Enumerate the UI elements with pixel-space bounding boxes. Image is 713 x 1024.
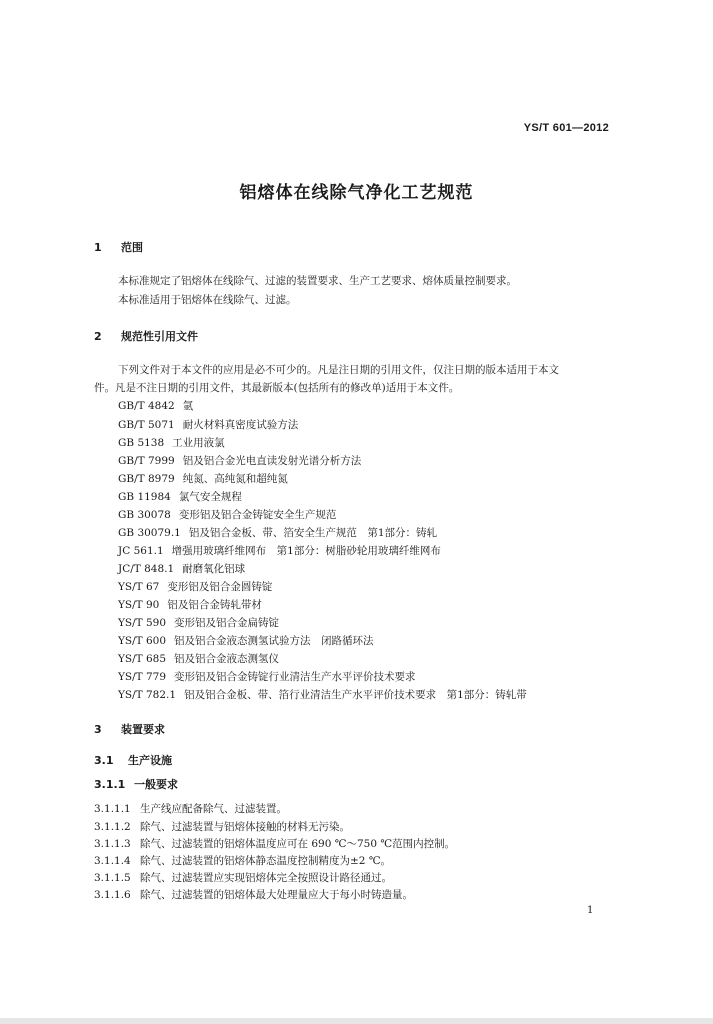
paragraph: 下列文件对于本文件的应用是必不可少的。凡是注日期的引用文件，仅注日期的版本适用于本文 bbox=[118, 364, 559, 376]
reference-code: GB 11984 bbox=[118, 491, 171, 503]
reference-title: 变形铝及铝合金铸锭安全生产规范 bbox=[178, 509, 337, 521]
subsection-3-1-heading bbox=[94, 752, 172, 768]
reference-code: GB/T 4842 bbox=[118, 400, 175, 412]
clause-text: 除气、过滤装置的铝熔体静态温度控制精度为±2 ℃。 bbox=[140, 855, 392, 867]
section-number: 3.1 bbox=[94, 754, 114, 767]
section-title: 生产设施 bbox=[128, 754, 172, 767]
reference-item bbox=[118, 489, 242, 504]
reference-code: YS/T 600 bbox=[118, 635, 167, 647]
reference-title: 耐火材料真密度试验方法 bbox=[182, 419, 299, 431]
reference-title: 氯气安全规程 bbox=[178, 491, 242, 503]
reference-item bbox=[118, 471, 288, 486]
reference-title: 变形铝及铝合金铸锭行业清洁生产水平评价技术要求 bbox=[174, 671, 416, 683]
section-number: 3.1.1 bbox=[94, 778, 126, 791]
clause-number: 3.1.1.4 bbox=[94, 855, 131, 867]
reference-item bbox=[118, 579, 272, 594]
scan-edge bbox=[0, 1018, 713, 1024]
reference-title: 铝及铝合金光电直读发射光谱分析方法 bbox=[182, 455, 362, 467]
clause-number: 3.1.1.5 bbox=[94, 872, 131, 884]
reference-code: JC/T 848.1 bbox=[118, 563, 175, 575]
reference-title: 铝及铝合金铸轧带材 bbox=[167, 599, 262, 611]
paragraph: 件。凡是不注日期的引用文件，其最新版本(包括所有的修改单)适用于本文件。 bbox=[94, 382, 460, 394]
reference-code: YS/T 590 bbox=[118, 617, 167, 629]
reference-item bbox=[118, 615, 279, 630]
reference-item bbox=[118, 543, 441, 558]
section-2-heading bbox=[94, 328, 198, 344]
reference-code: YS/T 782.1 bbox=[118, 689, 177, 701]
reference-title: 铝及铝合金液态测氢仪 bbox=[174, 653, 280, 665]
reference-title: 工业用液氯 bbox=[172, 437, 225, 449]
section-number: 2 bbox=[94, 330, 102, 343]
reference-item bbox=[118, 453, 361, 468]
reference-title: 铝及铝合金液态测氢试验方法 闭路循环法 bbox=[174, 635, 374, 647]
clause-item bbox=[94, 870, 392, 885]
subsection-3-1-1-heading bbox=[94, 776, 178, 792]
reference-code: YS/T 685 bbox=[118, 653, 167, 665]
clause-number: 3.1.1.2 bbox=[94, 821, 131, 833]
clause-text: 除气、过滤装置与铝熔体接触的材料无污染。 bbox=[140, 821, 350, 833]
reference-title: 增强用玻璃纤维网布 第1部分：树脂砂轮用玻璃纤维网布 bbox=[171, 545, 441, 557]
clause-text: 除气、过滤装置的铝熔体温度应可在 690 ℃～750 ℃范围内控制。 bbox=[140, 838, 456, 850]
reference-code: GB 30078 bbox=[118, 509, 171, 521]
reference-item bbox=[118, 687, 527, 702]
reference-title: 氩 bbox=[182, 400, 194, 412]
section-title: 装置要求 bbox=[121, 723, 165, 736]
page-title: 铝熔体在线除气净化工艺规范 bbox=[239, 183, 474, 203]
reference-item bbox=[118, 561, 245, 576]
reference-code: GB 5138 bbox=[118, 437, 165, 449]
reference-item bbox=[118, 633, 374, 648]
section-title: 一般要求 bbox=[134, 778, 178, 791]
reference-item bbox=[118, 525, 437, 540]
reference-code: GB/T 8979 bbox=[118, 473, 175, 485]
reference-code: YS/T 90 bbox=[118, 599, 160, 611]
reference-code: GB 30079.1 bbox=[118, 527, 181, 539]
clause-item bbox=[94, 887, 413, 902]
reference-item bbox=[118, 651, 279, 666]
clause-item bbox=[94, 819, 350, 834]
section-number: 3 bbox=[94, 723, 102, 736]
reference-item bbox=[118, 597, 262, 612]
section-3-heading bbox=[94, 721, 165, 737]
clause-item bbox=[94, 836, 455, 851]
clause-number: 3.1.1.3 bbox=[94, 838, 131, 850]
clause-text: 除气、过滤装置应实现铝熔体完全按照设计路径通过。 bbox=[140, 872, 392, 884]
reference-code: GB/T 5071 bbox=[118, 419, 175, 431]
reference-code: YS/T 779 bbox=[118, 671, 167, 683]
document-number: YS/T 601—2012 bbox=[523, 122, 609, 134]
clause-number: 3.1.1.6 bbox=[94, 889, 131, 901]
reference-code: GB/T 7999 bbox=[118, 455, 175, 467]
reference-title: 铝及铝合金板、带、箔安全生产规范 第1部分：铸轧 bbox=[188, 527, 438, 539]
reference-title: 纯氮、高纯氮和超纯氮 bbox=[182, 473, 288, 485]
clause-item bbox=[94, 853, 391, 868]
page-number: 1 bbox=[587, 905, 594, 916]
reference-item bbox=[118, 507, 336, 522]
reference-code: JC 561.1 bbox=[118, 545, 164, 557]
reference-item bbox=[118, 669, 416, 684]
reference-code: YS/T 67 bbox=[118, 581, 160, 593]
reference-title: 耐磨氧化铝球 bbox=[182, 563, 246, 575]
paragraph: 本标准适用于铝熔体在线除气、过滤。 bbox=[118, 294, 297, 306]
section-title: 规范性引用文件 bbox=[121, 330, 198, 343]
clause-number: 3.1.1.1 bbox=[94, 803, 131, 815]
clause-text: 除气、过滤装置的铝熔体最大处理量应大于每小时铸造量。 bbox=[140, 889, 413, 901]
section-number: 1 bbox=[94, 241, 102, 254]
reference-title: 变形铝及铝合金扁铸锭 bbox=[174, 617, 280, 629]
reference-item bbox=[118, 417, 298, 432]
section-1-heading bbox=[94, 239, 143, 255]
clause-text: 生产线应配备除气、过滤装置。 bbox=[140, 803, 287, 815]
clause-item bbox=[94, 801, 287, 816]
reference-title: 铝及铝合金板、带、箔行业清洁生产水平评价技术要求 第1部分：铸轧带 bbox=[184, 689, 527, 701]
reference-title: 变形铝及铝合金圆铸锭 bbox=[167, 581, 273, 593]
reference-item bbox=[118, 435, 225, 450]
reference-item bbox=[118, 398, 193, 413]
section-title: 范围 bbox=[121, 241, 143, 254]
paragraph: 本标准规定了铝熔体在线除气、过滤的装置要求、生产工艺要求、熔体质量控制要求。 bbox=[118, 275, 517, 287]
